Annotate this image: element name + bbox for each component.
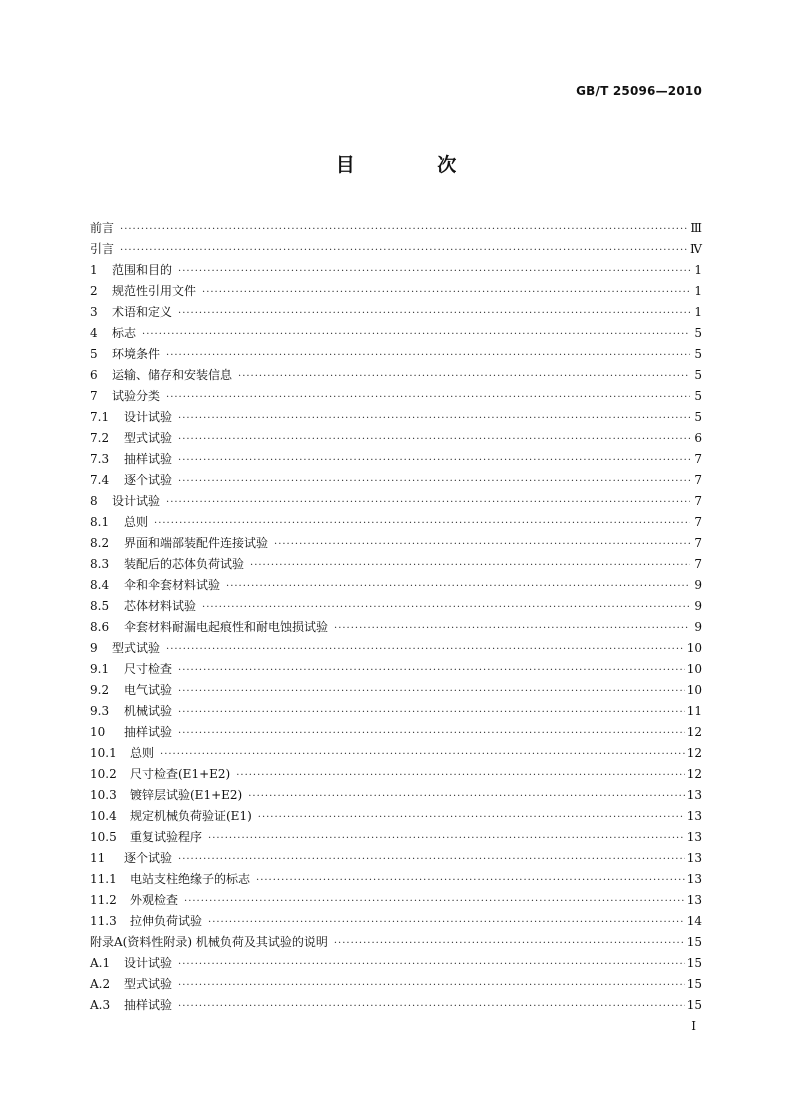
- toc-entry-title: 前言: [90, 221, 115, 235]
- toc-entry-number: 7.3: [90, 452, 110, 466]
- toc-entry-page: 14: [686, 914, 702, 928]
- toc-entry[interactable]: [90, 932, 702, 953]
- toc-entry-number: 10.1: [90, 746, 117, 760]
- toc-entry-title: 抽样试验: [124, 725, 173, 739]
- toc-entry-title: 设计试验: [124, 410, 173, 424]
- toc-entry-number: 9.2: [90, 683, 110, 697]
- toc-entry-title: 机械试验: [124, 704, 173, 718]
- toc-entry[interactable]: [90, 491, 702, 512]
- toc-dot-leader: [178, 450, 690, 471]
- toc-entry-page: 7: [694, 494, 702, 508]
- toc-entry-page: 13: [686, 893, 702, 907]
- toc-entry-page: 7: [694, 536, 702, 550]
- page-number: I: [691, 1019, 696, 1033]
- toc-dot-leader: [154, 513, 690, 534]
- standard-code: GB/T 25096—2010: [576, 84, 702, 98]
- toc-entry-page: 15: [686, 956, 702, 970]
- toc-entry-page: 15: [686, 977, 702, 991]
- toc-entry[interactable]: [90, 428, 702, 449]
- toc-dot-leader: [250, 555, 690, 576]
- toc-entry-page: 13: [686, 851, 702, 865]
- toc-entry-title: 设计试验: [124, 956, 173, 970]
- toc-dot-leader: [166, 492, 690, 513]
- toc-entry-number: 8.2: [90, 536, 110, 550]
- toc-entry[interactable]: [90, 722, 702, 743]
- toc-entry-title: 抽样试验: [124, 452, 173, 466]
- toc-entry-number: 9.3: [90, 704, 110, 718]
- toc-entry-title: 伞和伞套材料试验: [124, 578, 221, 592]
- toc-entry-title: 抽样试验: [124, 998, 173, 1012]
- toc-dot-leader: [120, 219, 688, 240]
- toc-dot-leader: [202, 597, 690, 618]
- toc-entry[interactable]: [90, 596, 702, 617]
- toc-entry[interactable]: [90, 470, 702, 491]
- toc-dot-leader: [160, 744, 685, 765]
- toc-entry-title: 电气试验: [124, 683, 173, 697]
- toc-entry[interactable]: [90, 344, 702, 365]
- toc-entry[interactable]: [90, 890, 702, 911]
- toc-dot-leader: [120, 240, 688, 261]
- toc-entry-page: 1: [694, 263, 702, 277]
- toc-dot-leader: [178, 660, 685, 681]
- toc-entry-title: 逐个试验: [124, 473, 173, 487]
- toc-dot-leader: [166, 387, 690, 408]
- toc-dot-leader: [334, 618, 690, 639]
- toc-entry-number: 6: [90, 368, 98, 382]
- toc-entry-number: 7.1: [90, 410, 110, 424]
- toc-entry-number: 4: [90, 326, 98, 340]
- toc-entry-number: 7.4: [90, 473, 110, 487]
- toc-entry[interactable]: [90, 260, 702, 281]
- toc-dot-leader: [142, 324, 690, 345]
- toc-entry[interactable]: [90, 281, 702, 302]
- toc-dot-leader: [238, 366, 690, 387]
- toc-entry-title: 尺寸检查(E1+E2): [130, 767, 231, 781]
- toc-entry-page: 5: [694, 326, 702, 340]
- toc-entry-page: 9: [694, 578, 702, 592]
- toc-entry[interactable]: [90, 533, 702, 554]
- toc-entry-page: 7: [694, 515, 702, 529]
- toc-entry-page: Ⅲ: [690, 221, 702, 235]
- toc-entry-page: 10: [686, 683, 702, 697]
- toc-entry[interactable]: [90, 806, 702, 827]
- toc-entry-title: 尺寸检查: [124, 662, 173, 676]
- toc-entry[interactable]: [90, 449, 702, 470]
- toc-entry[interactable]: [90, 974, 702, 995]
- toc-entry[interactable]: [90, 512, 702, 533]
- toc-entry-number: A.3: [90, 998, 111, 1012]
- toc-entry-number: 2: [90, 284, 98, 298]
- toc-entry-page: 5: [694, 347, 702, 361]
- toc-entry-page: 13: [686, 809, 702, 823]
- toc-entry[interactable]: [90, 323, 702, 344]
- toc-dot-leader: [248, 786, 685, 807]
- toc-entry-page: 5: [694, 368, 702, 382]
- toc-dot-leader: [178, 471, 690, 492]
- toc-entry-title: 设计试验: [112, 494, 161, 508]
- toc-entry-page: 1: [694, 284, 702, 298]
- toc-entry-number: 11.2: [90, 893, 117, 907]
- toc-entry-page: 10: [686, 662, 702, 676]
- toc-entry-page: 7: [694, 452, 702, 466]
- toc-entry-title: 型式试验: [124, 431, 173, 445]
- toc-entry-number: 1: [90, 263, 98, 277]
- toc-entry-number: 7.2: [90, 431, 110, 445]
- toc-entry-title: 术语和定义: [112, 305, 173, 319]
- toc-dot-leader: [178, 996, 685, 1017]
- toc-dot-leader: [208, 912, 685, 933]
- toc-entry-title: 拉伸负荷试验: [130, 914, 203, 928]
- toc-entry-page: 11: [686, 704, 702, 718]
- toc-dot-leader: [178, 408, 690, 429]
- toc-entry[interactable]: [90, 302, 702, 323]
- toc-entry[interactable]: [90, 785, 702, 806]
- toc-dot-leader: [334, 933, 685, 954]
- toc-entry-page: 13: [686, 830, 702, 844]
- toc-entry-page: 12: [686, 725, 702, 739]
- toc-entry-title: 规范性引用文件: [112, 284, 197, 298]
- toc-dot-leader: [226, 576, 690, 597]
- toc-dot-leader: [178, 681, 685, 702]
- toc-entry-title: 逐个试验: [124, 851, 173, 865]
- toc-entry-number: 11.3: [90, 914, 117, 928]
- toc-entry[interactable]: [90, 827, 702, 848]
- toc-entry-page: 12: [686, 767, 702, 781]
- toc-dot-leader: [178, 975, 685, 996]
- toc-entry-number: 5: [90, 347, 98, 361]
- toc-entry-page: 13: [686, 788, 702, 802]
- toc-entry-page: 6: [694, 431, 702, 445]
- toc-entry-title: 伞套材料耐漏电起痕性和耐电蚀损试验: [124, 620, 329, 634]
- toc-entry[interactable]: [90, 659, 702, 680]
- toc-entry-title: 型式试验: [112, 641, 161, 655]
- toc-entry-title: 总则: [130, 746, 155, 760]
- toc-entry[interactable]: [90, 407, 702, 428]
- toc-entry-number: 8: [90, 494, 98, 508]
- toc-entry[interactable]: [90, 869, 702, 890]
- toc-entry-title: 附录A(资料性附录) 机械负荷及其试验的说明: [90, 935, 328, 949]
- toc-entry[interactable]: [90, 365, 702, 386]
- toc-dot-leader: [178, 303, 690, 324]
- toc-entry-title: 重复试验程序: [130, 830, 203, 844]
- toc-entry-number: 10.3: [90, 788, 117, 802]
- toc-entry[interactable]: [90, 995, 702, 1016]
- toc-entry-number: 8.4: [90, 578, 110, 592]
- toc-dot-leader: [274, 534, 690, 555]
- toc-entry-number: 10.4: [90, 809, 117, 823]
- toc-entry-page: 10: [686, 641, 702, 655]
- toc-entry-number: 8.6: [90, 620, 110, 634]
- page-title: 目 次: [335, 154, 495, 176]
- toc-entry-title: 芯体材料试验: [124, 599, 197, 613]
- toc-entry-number: 8.5: [90, 599, 110, 613]
- toc-entry-title: 电站支柱绝缘子的标志: [130, 872, 251, 886]
- toc-entry-page: 1: [694, 305, 702, 319]
- toc-entry-number: 7: [90, 389, 98, 403]
- toc-entry-page: 9: [694, 599, 702, 613]
- toc-entry-page: 12: [686, 746, 702, 760]
- toc-entry-number: 9.1: [90, 662, 110, 676]
- toc-entry-page: 15: [686, 998, 702, 1012]
- toc-entry[interactable]: [90, 575, 702, 596]
- toc-entry-title: 环境条件: [112, 347, 161, 361]
- toc-entry-number: 11: [90, 851, 106, 865]
- toc-entry[interactable]: [90, 617, 702, 638]
- toc-dot-leader: [166, 639, 685, 660]
- toc-entry-title: 运输、储存和安装信息: [112, 368, 233, 382]
- toc-entry-page: Ⅳ: [690, 242, 702, 256]
- toc-dot-leader: [208, 828, 685, 849]
- toc-entry[interactable]: [90, 701, 702, 722]
- toc-entry[interactable]: [90, 953, 702, 974]
- toc-entry[interactable]: [90, 239, 702, 260]
- toc-entry-page: 5: [694, 389, 702, 403]
- toc-entry[interactable]: [90, 764, 702, 785]
- toc-entry[interactable]: [90, 680, 702, 701]
- toc-entry[interactable]: [90, 848, 702, 869]
- toc-dot-leader: [178, 702, 685, 723]
- toc-entry-number: 10.5: [90, 830, 117, 844]
- toc-entry-number: 11.1: [90, 872, 117, 886]
- toc-dot-leader: [178, 954, 685, 975]
- toc-entry-title: 界面和端部装配件连接试验: [124, 536, 269, 550]
- toc-entry[interactable]: [90, 386, 702, 407]
- toc-entry-page: 5: [694, 410, 702, 424]
- toc-entry[interactable]: [90, 218, 702, 239]
- toc-entry[interactable]: [90, 554, 702, 575]
- toc-entry[interactable]: [90, 638, 702, 659]
- toc-entry-page: 7: [694, 473, 702, 487]
- toc-dot-leader: [256, 870, 685, 891]
- toc-entry-page: 7: [694, 557, 702, 571]
- toc-entry-page: 13: [686, 872, 702, 886]
- toc-entry-number: A.2: [90, 977, 111, 991]
- toc-entry-number: 10.2: [90, 767, 117, 781]
- toc-entry-number: A.1: [90, 956, 111, 970]
- toc-dot-leader: [178, 261, 690, 282]
- toc-dot-leader: [202, 282, 690, 303]
- toc-dot-leader: [236, 765, 685, 786]
- toc-dot-leader: [178, 849, 685, 870]
- toc-entry-title: 装配后的芯体负荷试验: [124, 557, 245, 571]
- toc-entry-number: 8.1: [90, 515, 110, 529]
- toc-dot-leader: [178, 723, 685, 744]
- toc-entry[interactable]: [90, 911, 702, 932]
- table-of-contents: [90, 218, 702, 1016]
- toc-entry-number: 8.3: [90, 557, 110, 571]
- toc-entry-title: 总则: [124, 515, 149, 529]
- toc-dot-leader: [178, 429, 690, 450]
- toc-entry-title: 范围和目的: [112, 263, 173, 277]
- toc-entry-title: 外观检查: [130, 893, 179, 907]
- toc-entry-title: 引言: [90, 242, 115, 256]
- toc-entry-number: 9: [90, 641, 98, 655]
- toc-entry-title: 型式试验: [124, 977, 173, 991]
- toc-entry-page: 15: [686, 935, 702, 949]
- toc-entry[interactable]: [90, 743, 702, 764]
- toc-entry-title: 镀锌层试验(E1+E2): [130, 788, 243, 802]
- toc-entry-title: 规定机械负荷验证(E1): [130, 809, 252, 823]
- toc-entry-title: 试验分类: [112, 389, 161, 403]
- toc-entry-page: 9: [694, 620, 702, 634]
- toc-entry-title: 标志: [112, 326, 137, 340]
- toc-dot-leader: [166, 345, 690, 366]
- toc-entry-number: 10: [90, 725, 106, 739]
- toc-entry-number: 3: [90, 305, 98, 319]
- toc-dot-leader: [258, 807, 685, 828]
- toc-dot-leader: [184, 891, 685, 912]
